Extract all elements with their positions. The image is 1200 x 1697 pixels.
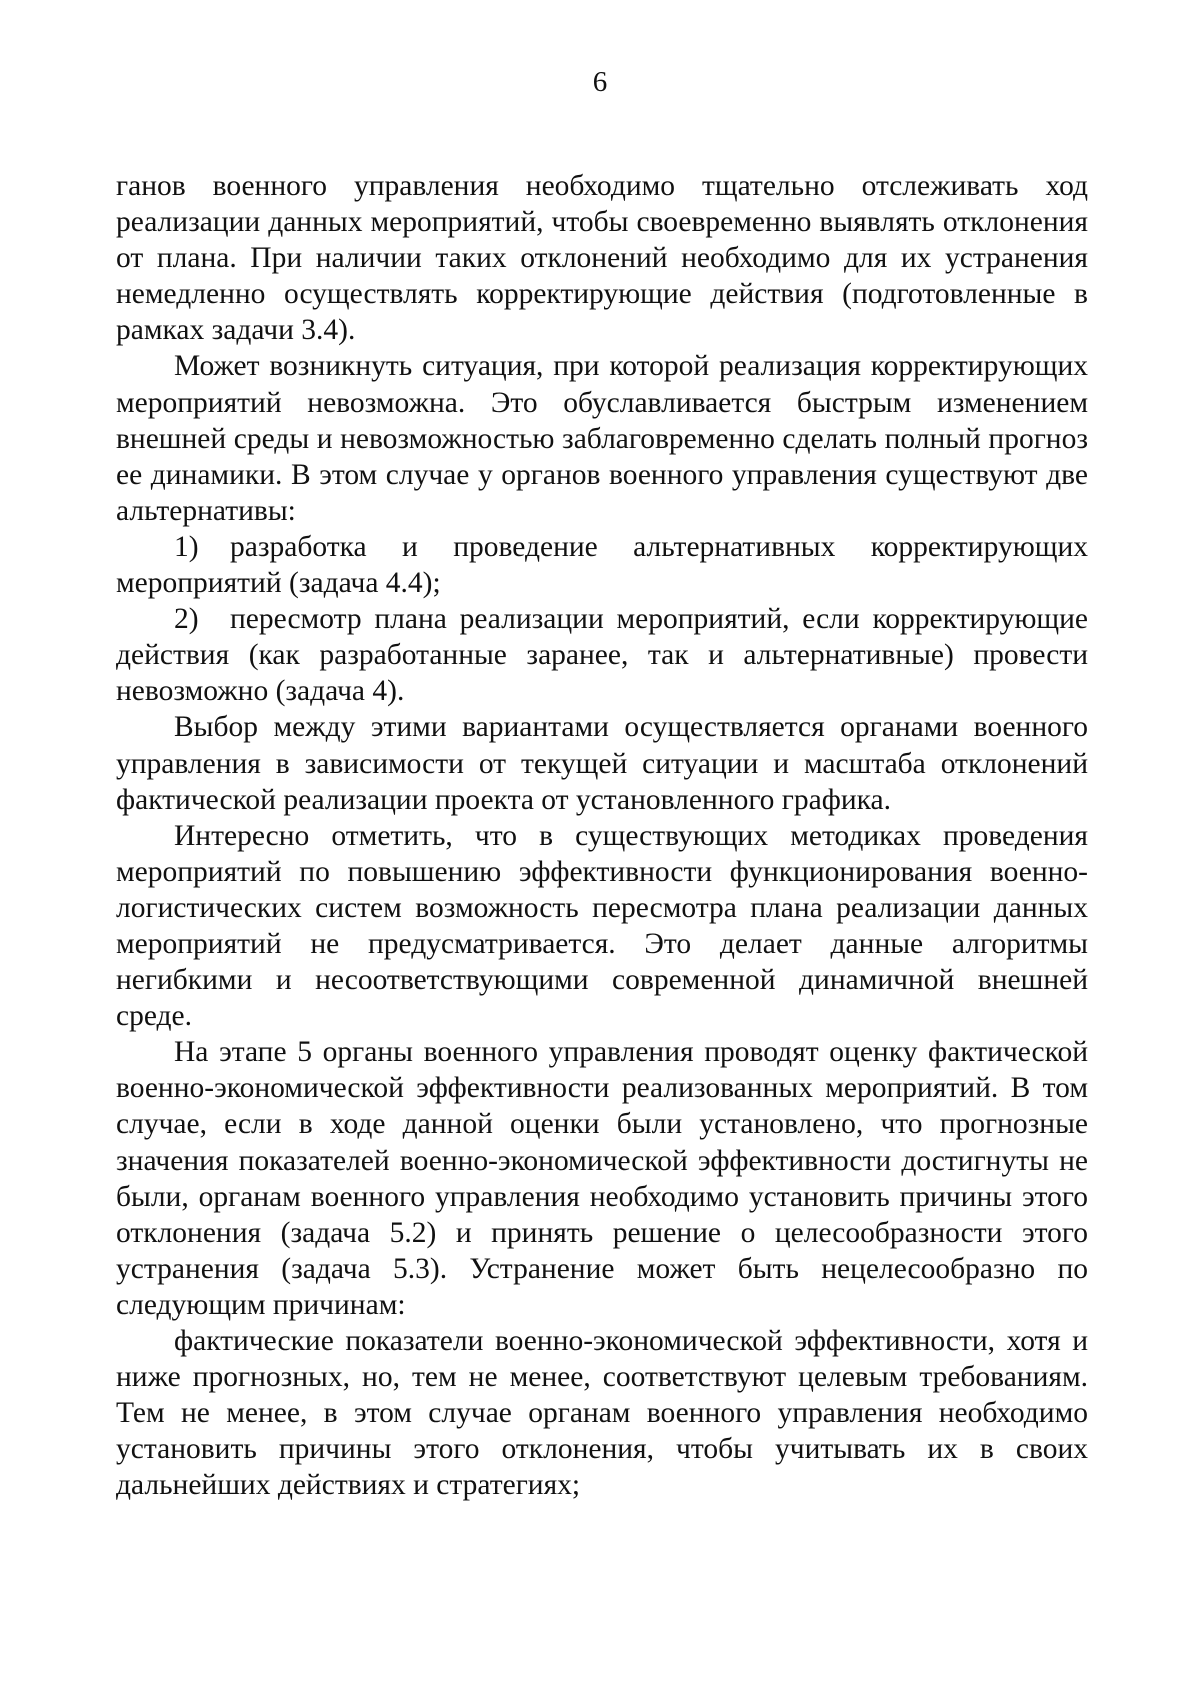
paragraph: Выбор между этими вариантами осуществляется органами военного управления в зависимости от текущей ситуации и масштаба отклонений фактической реализации проекта от установленного графика.	[116, 711, 1088, 816]
list-marker: 1)	[174, 530, 199, 563]
paragraph-continuation: ганов военного управления необходимо тщательно отслеживать ход реализации данных мероприятий, чтобы своевременно выявлять отклонения от плана. При наличии таких отклонений необходимо для их устранения немедленно осуществлять корректирующие действия (подготовленные в рамках задачи 3.4).	[116, 170, 1088, 347]
list-item	[116, 529, 1088, 601]
paragraph: Может возникнуть ситуация, при которой реализация корректирующих мероприятий невозможна. Это обуславливается быстрым изменением внешней среды и невозможностью заблаговременно сделать полный прогноз ее динамики. В этом случае у органов военного управления существуют две альтернативы:	[116, 350, 1088, 527]
page-number: 6	[592, 66, 608, 98]
list-item	[116, 601, 1088, 709]
list-marker: 2)	[174, 603, 199, 636]
document-body	[116, 168, 1088, 1503]
paragraph: фактические показатели военно-экономической эффективности, хотя и ниже прогнозных, но, тем не менее, соответствуют целевым требованиям. Тем не менее, в этом случае органам военного управления необходимо установить причины этого отклонения, чтобы учитывать их в своих дальнейших действиях и стратегиях;	[116, 1325, 1088, 1502]
list-item-text: разработка и проведение альтернативных корректирующих мероприятий (задача 4.4);	[116, 530, 1088, 600]
list-item-text: пересмотр плана реализации мероприятий, если корректирующие действия (как разработанные заранее, так и альтернативные) провести невозможно (задача 4).	[116, 603, 1088, 708]
paragraph: Интересно отметить, что в существующих методиках проведения мероприятий по повышению эффективности функционирования военно-логистических систем возможность пересмотра плана реализации данных мероприятий не предусматривается. Это делает данные алгоритмы негибкими и несоответствующими современной динамичной внешней среде.	[116, 819, 1088, 1033]
paragraph: На этапе 5 органы военного управления проводят оценку фактической военно-экономической эффективности реализованных мероприятий. В том случае, если в ходе данной оценки были установлено, что прогнозные значения показателей военно-экономической эффективности достигнуты не были, органам военного управления необходимо установить причины этого отклонения (задача 5.2) и принять решение о целесообразности этого устранения (задача 5.3). Устранение может быть нецелесообразно по следующим причинам:	[116, 1036, 1088, 1321]
